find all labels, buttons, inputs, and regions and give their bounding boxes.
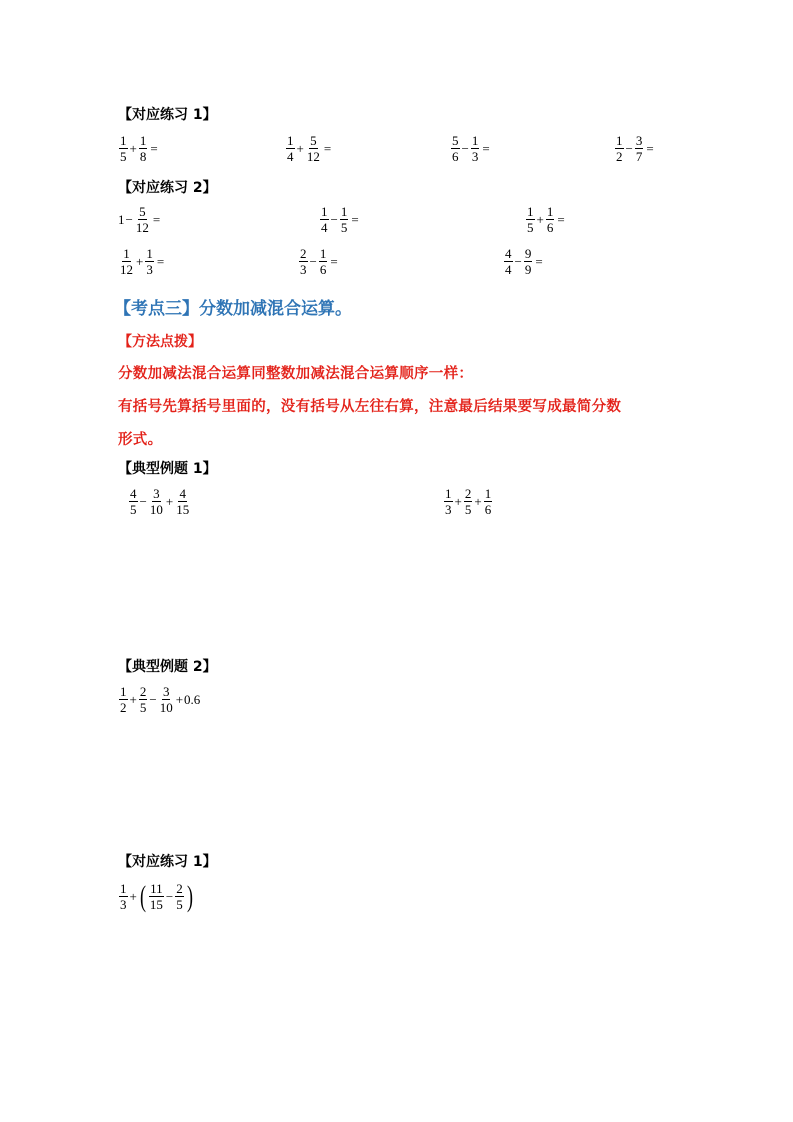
method-line-1: 分数加减法混合运算同整数加减法混合运算顺序一样： [118, 366, 474, 382]
fraction: $\frac{2}{5}$ [464, 486, 472, 517]
practice1-expr-1: $\frac{1}{5}$ + $\frac{1}{8}$ = [120, 133, 158, 164]
practice3-heading: 【对应练习 1】 [118, 854, 217, 870]
fraction: $\frac{1}{3}$ [445, 486, 452, 517]
method-line-3: 形式。 [118, 432, 163, 448]
practice1-expr-2: $\frac{1}{4}$ + $\frac{5}{12}$ = [287, 133, 332, 164]
fraction: $\frac{3}{10}$ [149, 486, 163, 517]
fraction: $\frac{5}{12}$ [306, 133, 320, 164]
fraction: $\frac{2}{5}$ [176, 881, 183, 912]
practice1-heading: 【对应练习 1】 [118, 107, 217, 123]
section3-title: 【考点三】分数加减混合运算。 [114, 299, 352, 319]
method-heading: 【方法点拨】 [118, 334, 202, 350]
fraction: $\frac{1}{3}$ [146, 246, 153, 277]
fraction: $\frac{2}{5}$ [139, 684, 147, 715]
fraction: $\frac{1}{6}$ [484, 486, 492, 517]
decimal-term: 0.6 [184, 692, 201, 707]
fraction: $\frac{11}{15}$ [149, 881, 163, 912]
practice2-expr-1: 1 − $\frac{5}{12}$ = [118, 204, 161, 235]
practice3-expr: $\frac{1}{3}$ + ( $\frac{11}{15}$ − $\frac{2}{5}$ ) [120, 880, 193, 913]
practice1-expr-3: $\frac{5}{6}$ − $\frac{1}{3}$ = [452, 133, 490, 164]
practice2-expr-4: $\frac{1}{12}$ + $\frac{1}{3}$ = [120, 246, 165, 277]
practice2-expr-3: $\frac{1}{5}$ + $\frac{1}{6}$ = [527, 204, 565, 235]
fraction: $\frac{1}{3}$ [471, 133, 479, 164]
fraction: $\frac{1}{2}$ [616, 133, 623, 164]
fraction: $\frac{1}{5}$ [120, 133, 127, 164]
fraction: $\frac{5}{6}$ [452, 133, 459, 164]
left-paren: ( [139, 880, 146, 913]
example2-heading: 【典型例题 2】 [118, 659, 217, 675]
fraction: $\frac{4}{5}$ [130, 486, 137, 517]
fraction: $\frac{1}{12}$ [120, 246, 133, 277]
practice1-expr-4: $\frac{1}{2}$ − $\frac{3}{7}$ = [616, 133, 654, 164]
fraction: $\frac{1}{5}$ [340, 204, 348, 235]
fraction: $\frac{2}{3}$ [300, 246, 307, 277]
practice2-expr-2: $\frac{1}{4}$ − $\frac{1}{5}$ = [321, 204, 359, 235]
fraction: $\frac{4}{4}$ [505, 246, 512, 277]
fraction: $\frac{1}{4}$ [287, 133, 294, 164]
fraction: $\frac{1}{2}$ [120, 684, 127, 715]
example1-heading: 【典型例题 1】 [118, 461, 217, 477]
example2-expr: $\frac{1}{2}$ + $\frac{2}{5}$ − $\frac{3}{10}$ + 0.6 [120, 684, 201, 715]
fraction: $\frac{1}{3}$ [120, 881, 127, 912]
fraction: $\frac{1}{6}$ [319, 246, 327, 277]
right-paren: ) [186, 880, 193, 913]
fraction: $\frac{9}{9}$ [524, 246, 532, 277]
practice2-expr-6: $\frac{4}{4}$ − $\frac{9}{9}$ = [505, 246, 543, 277]
fraction: $\frac{5}{12}$ [135, 204, 149, 235]
fraction: $\frac{3}{7}$ [635, 133, 643, 164]
example1-expr-2: $\frac{1}{3}$ + $\frac{2}{5}$ + $\frac{1}{6}$ [445, 486, 492, 517]
fraction: $\frac{1}{5}$ [527, 204, 534, 235]
method-line-2: 有括号先算括号里面的，没有括号从左往右算，注意最后结果要写成最简分数 [118, 399, 622, 415]
fraction: $\frac{1}{6}$ [546, 204, 554, 235]
fraction: $\frac{1}{4}$ [321, 204, 328, 235]
fraction: $\frac{4}{15}$ [176, 486, 190, 517]
practice2-heading: 【对应练习 2】 [118, 180, 217, 196]
example1-expr-1: $\frac{4}{5}$ − $\frac{3}{10}$ + $\frac{4}{15}$ [130, 486, 190, 517]
practice2-expr-5: $\frac{2}{3}$ − $\frac{1}{6}$ = [300, 246, 338, 277]
fraction: $\frac{1}{8}$ [139, 133, 147, 164]
fraction: $\frac{3}{10}$ [159, 684, 173, 715]
